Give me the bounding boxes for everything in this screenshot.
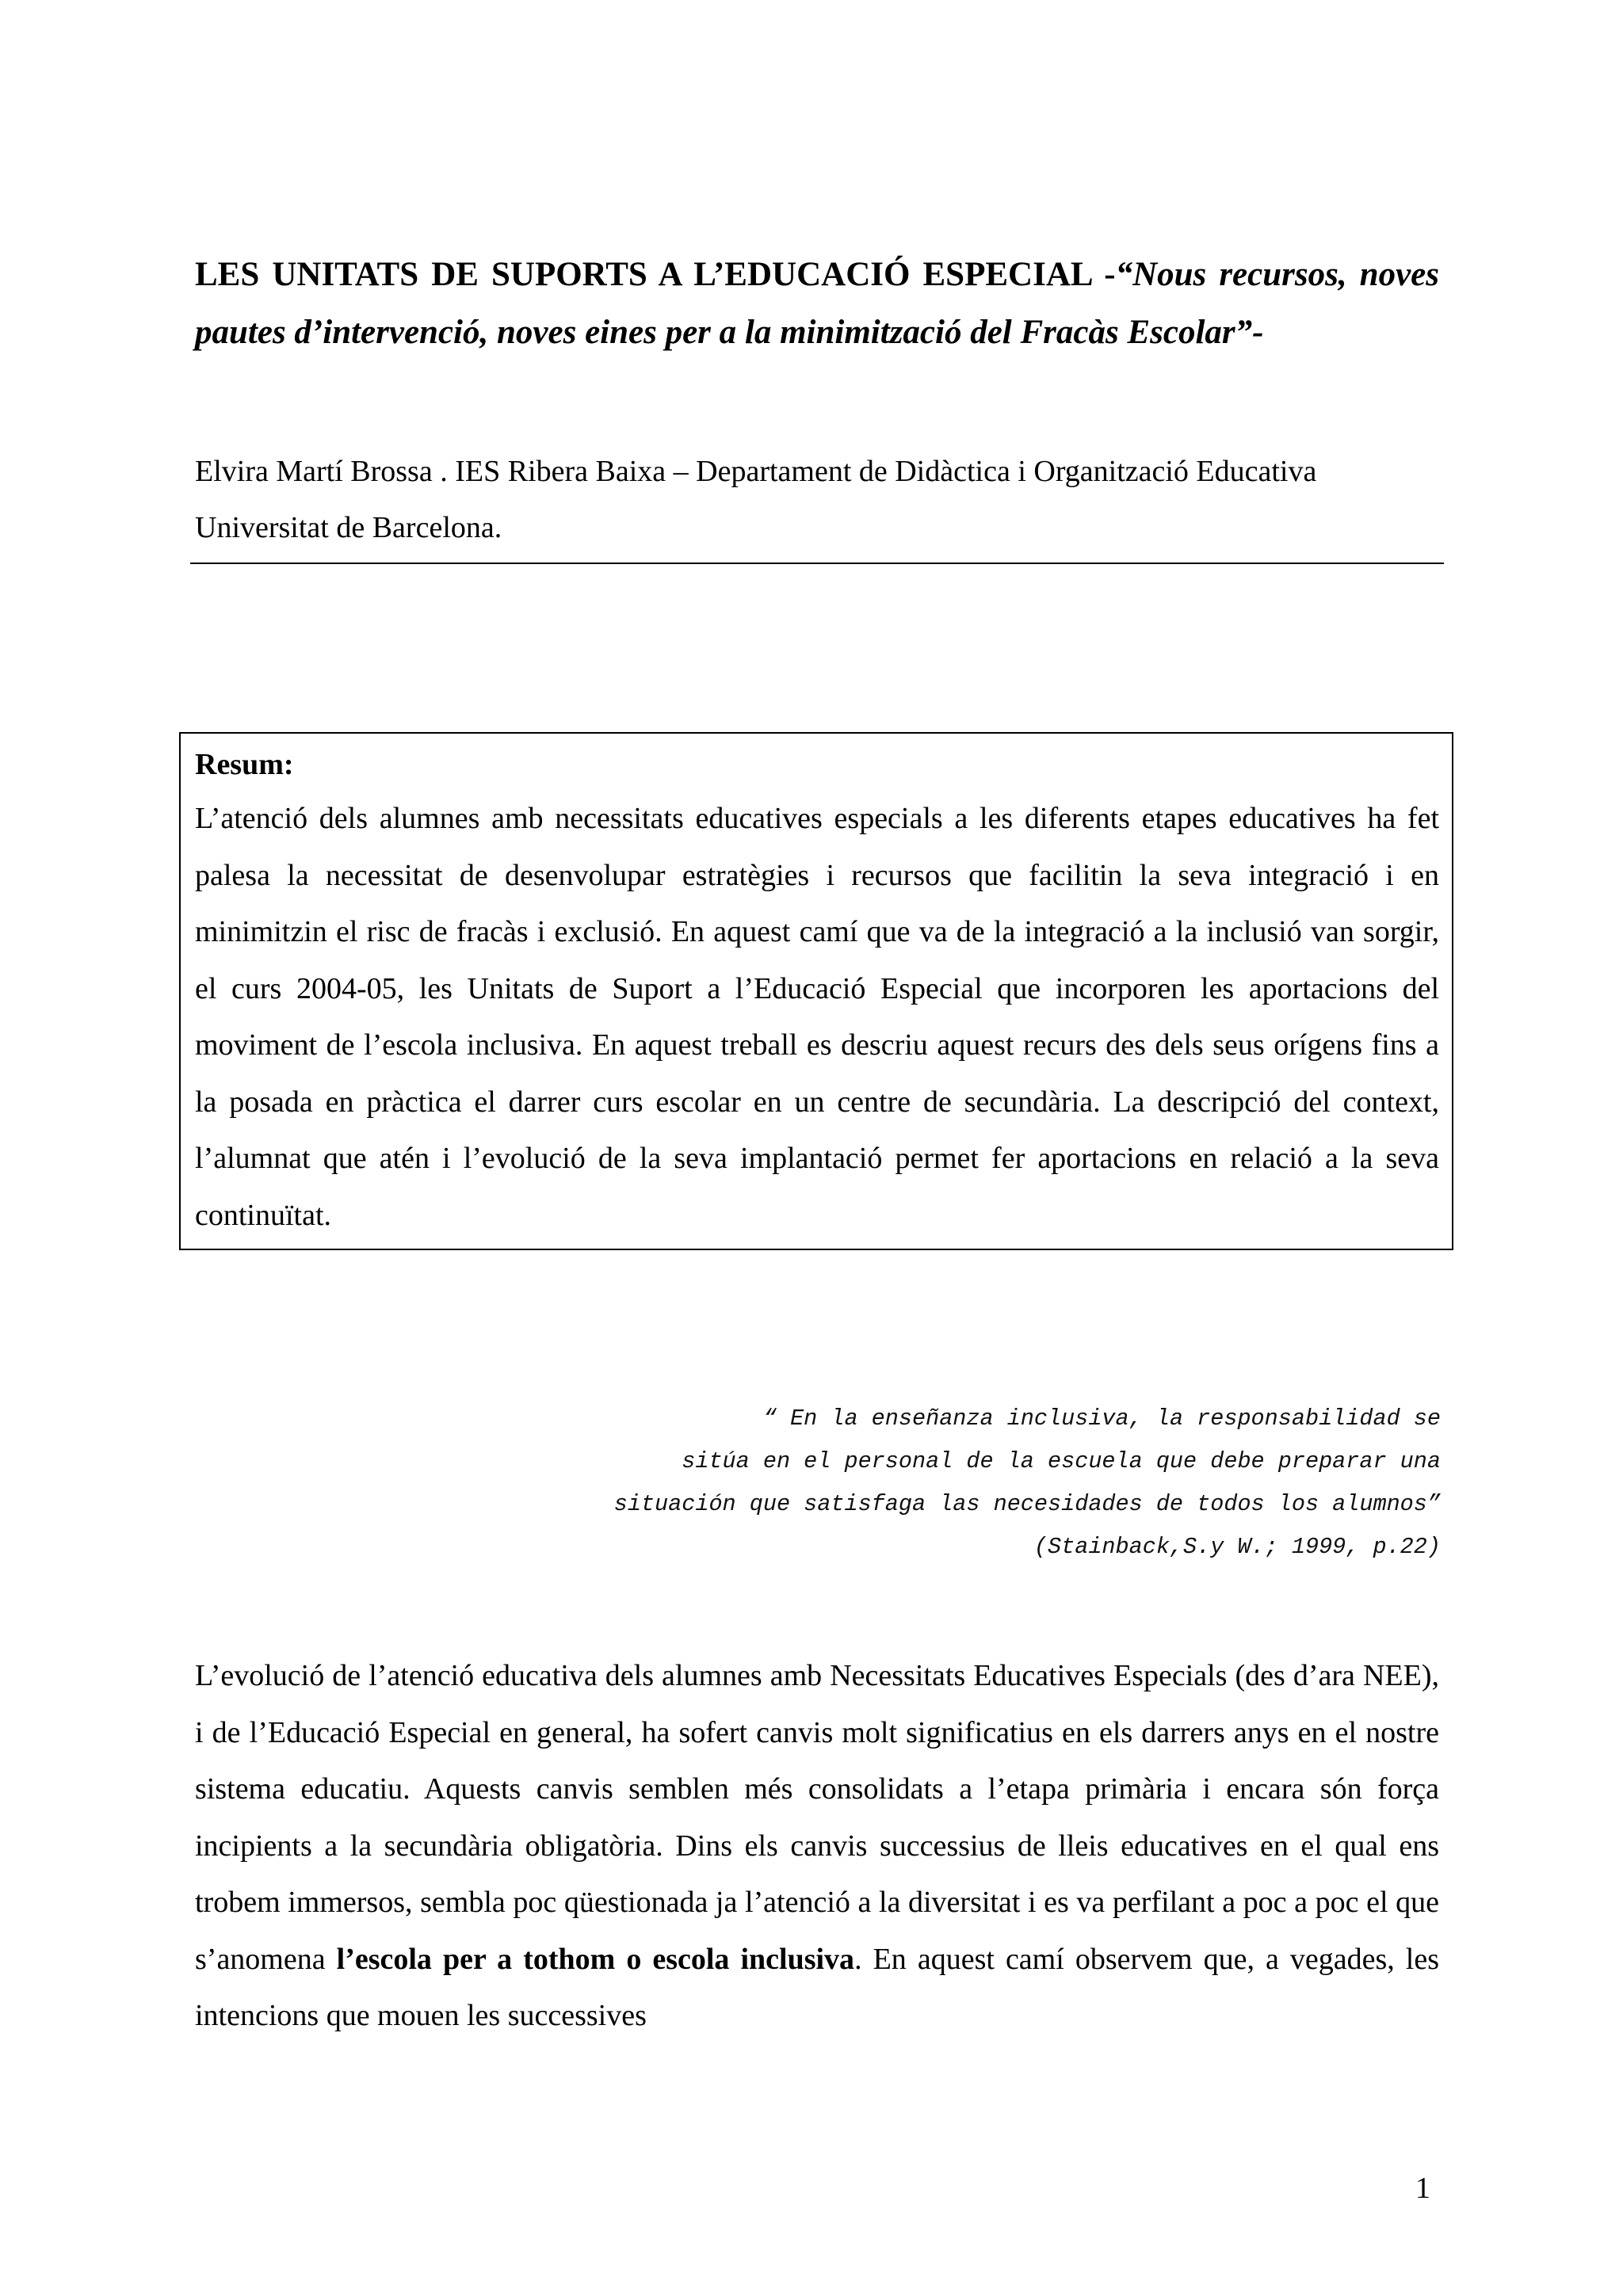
page-number: 1 xyxy=(1415,2172,1430,2205)
body-bold-term: l’escola per a tothom o escola inclusiva xyxy=(336,1942,855,1976)
quote-line-1: “ En la enseñanza inclusiva, la responsabilidad se xyxy=(762,1405,1441,1432)
author-line-1: Elvira Martí Brossa . IES Ribera Baixa – Departament de Didàctica i Organització Educativa xyxy=(195,455,1317,488)
quote-line-2: sitúa en el personal de la escuela que debe preparar una xyxy=(682,1448,1441,1474)
abstract-heading: Resum: xyxy=(195,748,294,781)
paper-title xyxy=(195,246,1439,361)
body-text-end: . En aquest camí observem que, a vegades, les intencions que mouen les successives xyxy=(195,1942,1439,2032)
quote-citation: (Stainback,S.y W.; 1999, p.22) xyxy=(1033,1534,1441,1560)
title-bold-part: LES UNITATS DE SUPORTS A L’EDUCACIÓ ESPECIAL - xyxy=(195,256,1116,293)
body-text-start: L’evolució de l’atenció educativa dels alumnes amb Necessitats Educatives Especials (des d’ara NEE), i de l’Educació Especial en general, ha sofert canvis molt significatius en els darrers anys en el nostre sistema educatiu. Aquests canvis semblen més consolidats a l’etapa primària i encara són força incipients a la secundària obligatòria. Dins els canvis successius de lleis educatives en el qual ens trobem immersos, sembla poc qüestionada ja l’atenció a la diversitat i es va perfilant a poc a poc el que s’anomena xyxy=(195,1659,1439,1976)
author-affiliation xyxy=(195,444,1447,556)
abstract-box xyxy=(179,732,1453,1250)
body-paragraph xyxy=(195,1648,1439,2045)
author-line-2: Universitat de Barcelona. xyxy=(195,511,502,544)
epigraph-quote xyxy=(444,1398,1441,1569)
abstract-text: L’atenció dels alumnes amb necessitats educatives especials a les diferents etapes educatives ha fet palesa la necessitat de desenvolupar estratègies i recursos que facilitin la seva integració i en minimitzin el risc de fracàs i exclusió. En aquest camí que va de la integració a la inclusió van sorgir, el curs 2004-05, les Unitats de Suport a l’Educació Especial que incorporen les aportacions del moviment de l’escola inclusiva. En aquest treball es descriu aquest recurs des dels seus orígens fins a la posada en pràctica el darrer curs escolar en un centre de secundària. La descripció del context, l’alumnat que atén i l’evolució de la seva implantació permet fer aportacions en relació a la seva continuïtat. xyxy=(195,802,1439,1232)
title-italic-part: “Nous recursos, noves pautes d’intervenció, noves eines per a la minimització del Fracàs Escolar”- xyxy=(195,256,1439,351)
title-separator-rule xyxy=(190,563,1444,564)
quote-line-3: situación que satisfaga las necesidades de todos los alumnos” xyxy=(613,1491,1441,1517)
